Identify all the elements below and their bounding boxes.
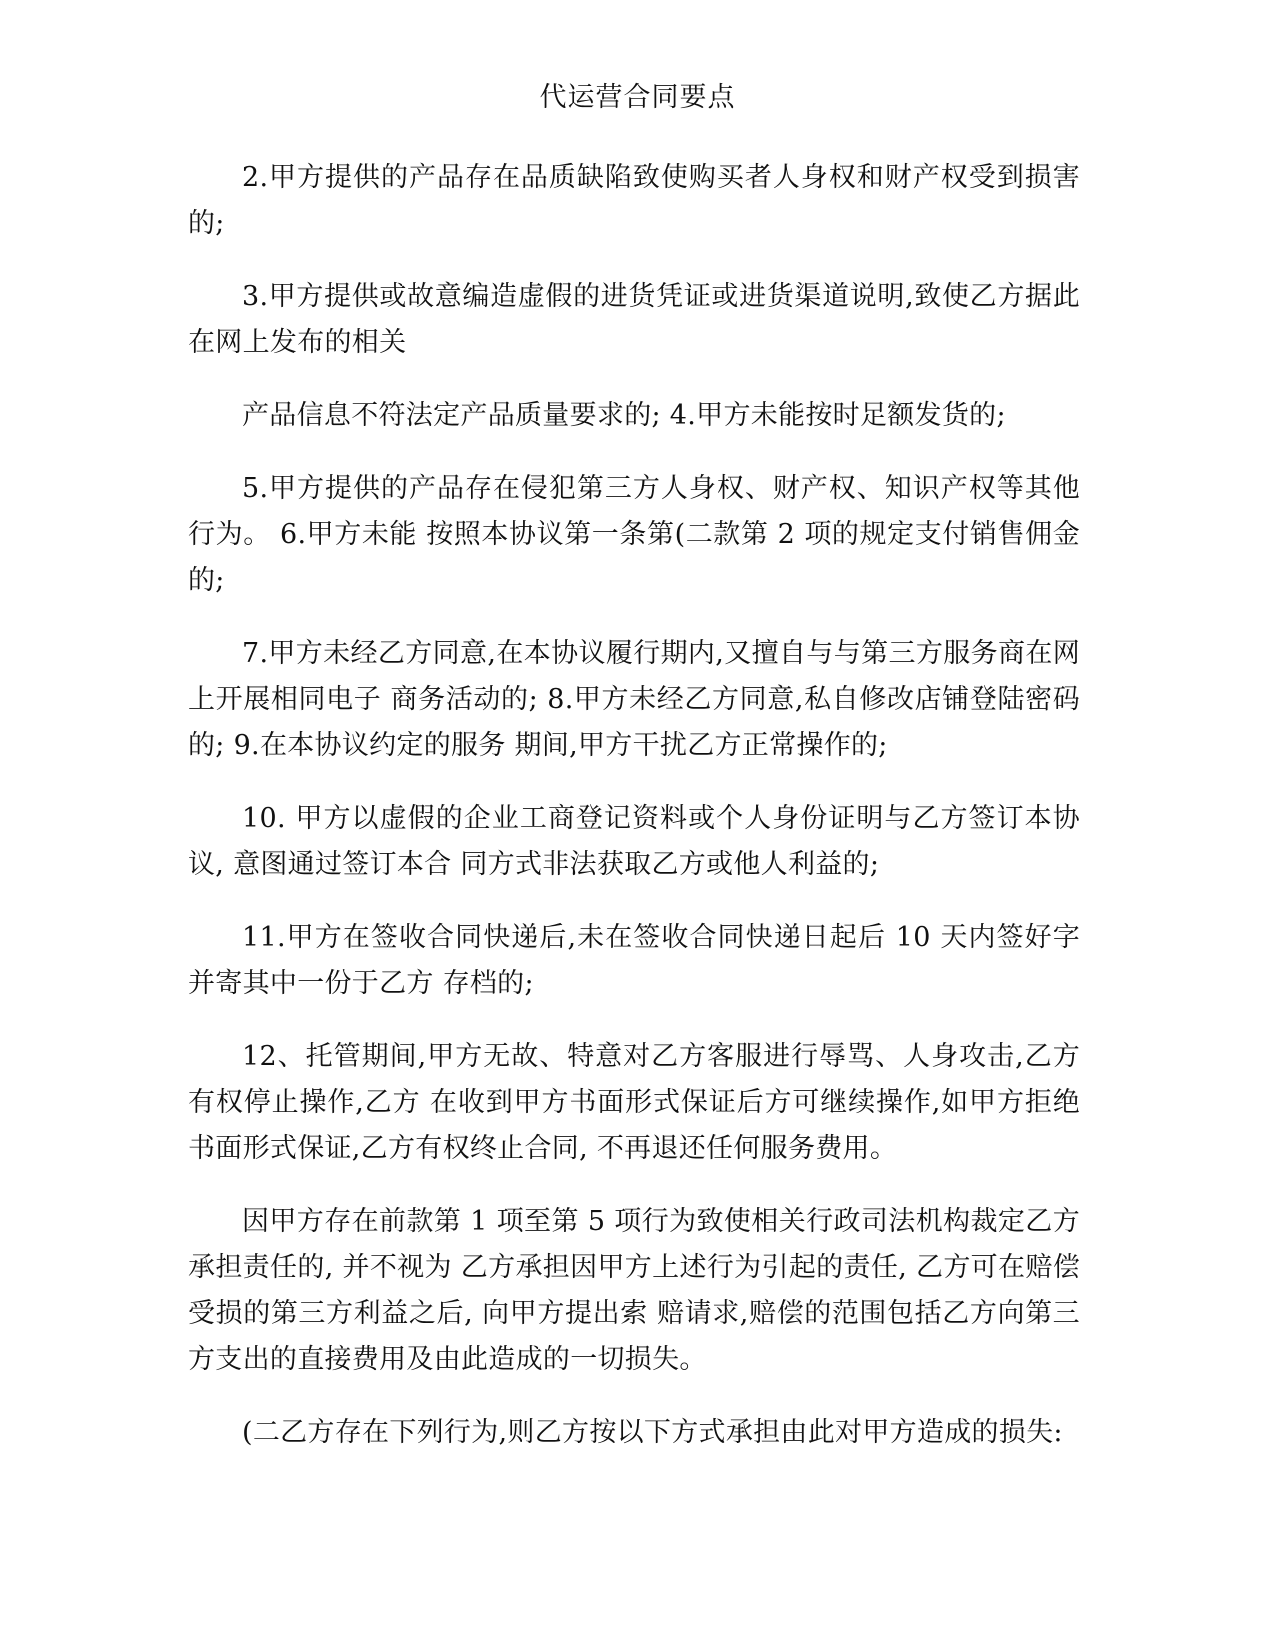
paragraph-item-3-continued: 产品信息不符法定产品质量要求的; 4.甲方未能按时足额发货的;	[242, 400, 1006, 431]
paragraph-item-11: 11.甲方在签收合同快递后,未在签收合同快递日起后 10 天内签好字并寄其中一份于乙方 存档的;	[188, 922, 1080, 999]
paragraph-liability-clause: 因甲方存在前款第 1 项至第 5 项行为致使相关行政司法机构裁定乙方承担责任的, 并不视为 乙方承担因甲方上述行为引起的责任, 乙方可在赔偿受损的第三方利益之后, 向甲方提出索 赔请求,赔偿的范围包括乙方向第三方支出的直接费用及由此造成的一切损失。	[188, 1206, 1080, 1375]
document-body	[188, 155, 1080, 1483]
paragraph-item-7-9: 7.甲方未经乙方同意,在本协议履行期内,又擅自与与第三方服务商在网上开展相同电子 商务活动的; 8.甲方未经乙方同意,私自修改店铺登陆密码的; 9.在本协议约定的服务 期间,甲方干扰乙方正常操作的;	[188, 638, 1080, 761]
paragraph-item-10: 10. 甲方以虚假的企业工商登记资料或个人身份证明与乙方签订本协议, 意图通过签订本合 同方式非法获取乙方或他人利益的;	[188, 803, 1080, 880]
paragraph-item-5-6: 5.甲方提供的产品存在侵犯第三方人身权、财产权、知识产权等其他行为。 6.甲方未能 按照本协议第一条第(二款第 2 项的规定支付销售佣金的;	[188, 473, 1080, 596]
paragraph-item-2: 2.甲方提供的产品存在品质缺陷致使购买者人身权和财产权受到损害的;	[188, 162, 1080, 239]
paragraph-party-b-obligations: (二乙方存在下列行为,则乙方按以下方式承担由此对甲方造成的损失:	[242, 1417, 1063, 1448]
document-title: 代运营合同要点	[539, 82, 736, 113]
paragraph-item-3: 3.甲方提供或故意编造虚假的进货凭证或进货渠道说明,致使乙方据此在网上发布的相关	[188, 281, 1080, 358]
paragraph-item-12: 12、托管期间,甲方无故、特意对乙方客服进行辱骂、人身攻击,乙方有权停止操作,乙方 在收到甲方书面形式保证后方可继续操作,如甲方拒绝书面形式保证,乙方有权终止合同, 不再退还任何服务费用。	[188, 1041, 1080, 1164]
